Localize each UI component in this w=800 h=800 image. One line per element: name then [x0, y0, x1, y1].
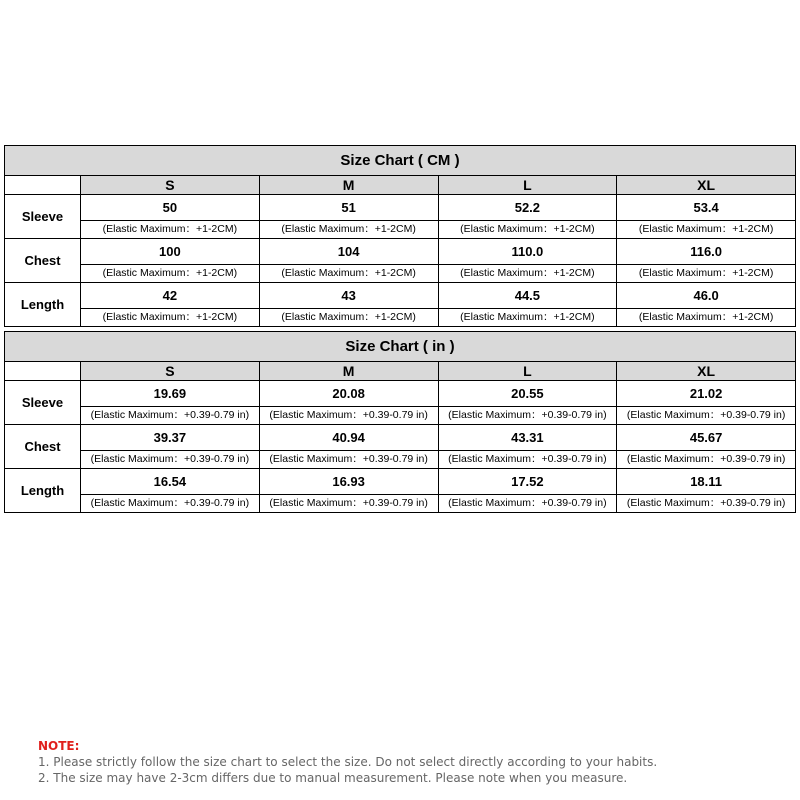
table-cell [81, 283, 260, 326]
table-cell [439, 283, 618, 326]
elastic-note: (Elastic Maximum：+0.39-0.79 in) [269, 409, 428, 421]
table-cell [81, 195, 260, 238]
size-header-m: M [260, 176, 439, 194]
elastic-note: (Elastic Maximum：+0.39-0.79 in) [90, 497, 250, 509]
row-label: Chest [5, 425, 81, 468]
row-label: Chest [5, 239, 81, 282]
header-corner [5, 362, 81, 380]
table-row-sleeve [5, 381, 795, 425]
cell-value: 18.11 [617, 469, 795, 495]
table-cell [260, 283, 439, 326]
cell-value: 100 [81, 239, 259, 265]
cell-value: 116.0 [617, 239, 795, 265]
elastic-note: (Elastic Maximum：+1-2CM) [281, 311, 416, 323]
cell-value: 46.0 [617, 283, 795, 309]
elastic-note: (Elastic Maximum：+1-2CM) [460, 223, 595, 235]
table-row-length [5, 469, 795, 512]
cell-value: 16.93 [260, 469, 438, 495]
size-header-m: M [260, 362, 439, 380]
note-line-2: 2. The size may have 2-3cm differs due to manual measurement. Please note when you measure. [38, 771, 628, 785]
row-label: Sleeve [5, 195, 81, 238]
cell-value: 53.4 [617, 195, 795, 221]
size-header-l: L [439, 362, 618, 380]
elastic-note: (Elastic Maximum：+1-2CM) [638, 311, 774, 323]
cell-value: 43.31 [439, 425, 617, 451]
cell-value: 44.5 [439, 283, 617, 309]
size-header-xl: XL [697, 177, 716, 193]
table-row-chest [5, 425, 795, 469]
table-cell [617, 381, 795, 424]
elastic-note: (Elastic Maximum：+0.39-0.79 in) [626, 497, 786, 509]
cell-value: 45.67 [617, 425, 795, 451]
cell-value: 52.2 [439, 195, 617, 221]
table-cell [617, 283, 795, 326]
table-cell [260, 425, 439, 468]
cell-value: 43 [260, 283, 438, 309]
header-corner [5, 176, 81, 194]
size-header-row [5, 362, 795, 381]
elastic-note: (Elastic Maximum：+0.39-0.79 in) [90, 453, 250, 465]
row-label: Sleeve [5, 381, 81, 424]
cell-value: 17.52 [439, 469, 617, 495]
table-cell [81, 425, 260, 468]
cell-value: 39.37 [81, 425, 259, 451]
elastic-note: (Elastic Maximum：+0.39-0.79 in) [269, 497, 428, 509]
elastic-note: (Elastic Maximum：+0.39-0.79 in) [448, 497, 607, 509]
cell-value: 104 [260, 239, 438, 265]
size-header-s: S [81, 362, 260, 380]
cell-value: 20.55 [439, 381, 617, 407]
elastic-note: (Elastic Maximum：+1-2CM) [460, 267, 595, 279]
table-cell [439, 239, 618, 282]
table-cell [617, 425, 795, 468]
elastic-note: (Elastic Maximum：+1-2CM) [638, 223, 774, 235]
row-label: Length [5, 283, 81, 326]
table-row-chest [5, 239, 795, 283]
elastic-note: (Elastic Maximum：+1-2CM) [281, 267, 416, 279]
size-header-s: S [81, 176, 260, 194]
table-cell [439, 195, 618, 238]
elastic-note: (Elastic Maximum：+0.39-0.79 in) [448, 409, 607, 421]
row-label: Length [5, 469, 81, 512]
table-cell [81, 239, 260, 282]
cell-value: 40.94 [260, 425, 438, 451]
elastic-note: (Elastic Maximum：+1-2CM) [102, 267, 238, 279]
cell-value: 110.0 [439, 239, 617, 265]
notes-section [38, 738, 657, 786]
size-header-row [5, 176, 795, 195]
cell-value: 16.54 [81, 469, 259, 495]
cell-value: 50 [81, 195, 259, 221]
table-cell [439, 469, 618, 512]
elastic-note: (Elastic Maximum：+0.39-0.79 in) [626, 453, 786, 465]
cell-value: 42 [81, 283, 259, 309]
table-cell [81, 469, 260, 512]
chart-title: Size Chart ( in ) [5, 332, 795, 362]
cell-value: 19.69 [81, 381, 259, 407]
note-title: NOTE: [38, 739, 80, 753]
table-cell [617, 195, 795, 238]
table-cell [439, 381, 618, 424]
size-chart-cm [4, 145, 796, 327]
elastic-note: (Elastic Maximum：+1-2CM) [281, 223, 416, 235]
size-chart-in [4, 331, 796, 513]
table-row-length [5, 283, 795, 326]
elastic-note: (Elastic Maximum：+0.39-0.79 in) [448, 453, 607, 465]
table-cell [617, 239, 795, 282]
table-cell [260, 239, 439, 282]
cell-value: 20.08 [260, 381, 438, 407]
table-cell [260, 381, 439, 424]
table-cell [617, 469, 795, 512]
table-cell [439, 425, 618, 468]
size-header-xl: XL [697, 363, 716, 379]
table-cell [81, 381, 260, 424]
table-cell [260, 195, 439, 238]
elastic-note: (Elastic Maximum：+1-2CM) [102, 311, 238, 323]
table-cell [260, 469, 439, 512]
table-row-sleeve [5, 195, 795, 239]
size-header-l: L [439, 176, 618, 194]
cell-value: 51 [260, 195, 438, 221]
elastic-note: (Elastic Maximum：+1-2CM) [638, 267, 774, 279]
note-line-1: 1. Please strictly follow the size chart to select the size. Do not select directly according to your habits. [38, 755, 658, 769]
elastic-note: (Elastic Maximum：+1-2CM) [460, 311, 595, 323]
cell-value: 21.02 [617, 381, 795, 407]
chart-title: Size Chart ( CM ) [5, 146, 795, 176]
elastic-note: (Elastic Maximum：+0.39-0.79 in) [626, 409, 786, 421]
elastic-note: (Elastic Maximum：+0.39-0.79 in) [90, 409, 250, 421]
elastic-note: (Elastic Maximum：+1-2CM) [102, 223, 238, 235]
elastic-note: (Elastic Maximum：+0.39-0.79 in) [269, 453, 428, 465]
